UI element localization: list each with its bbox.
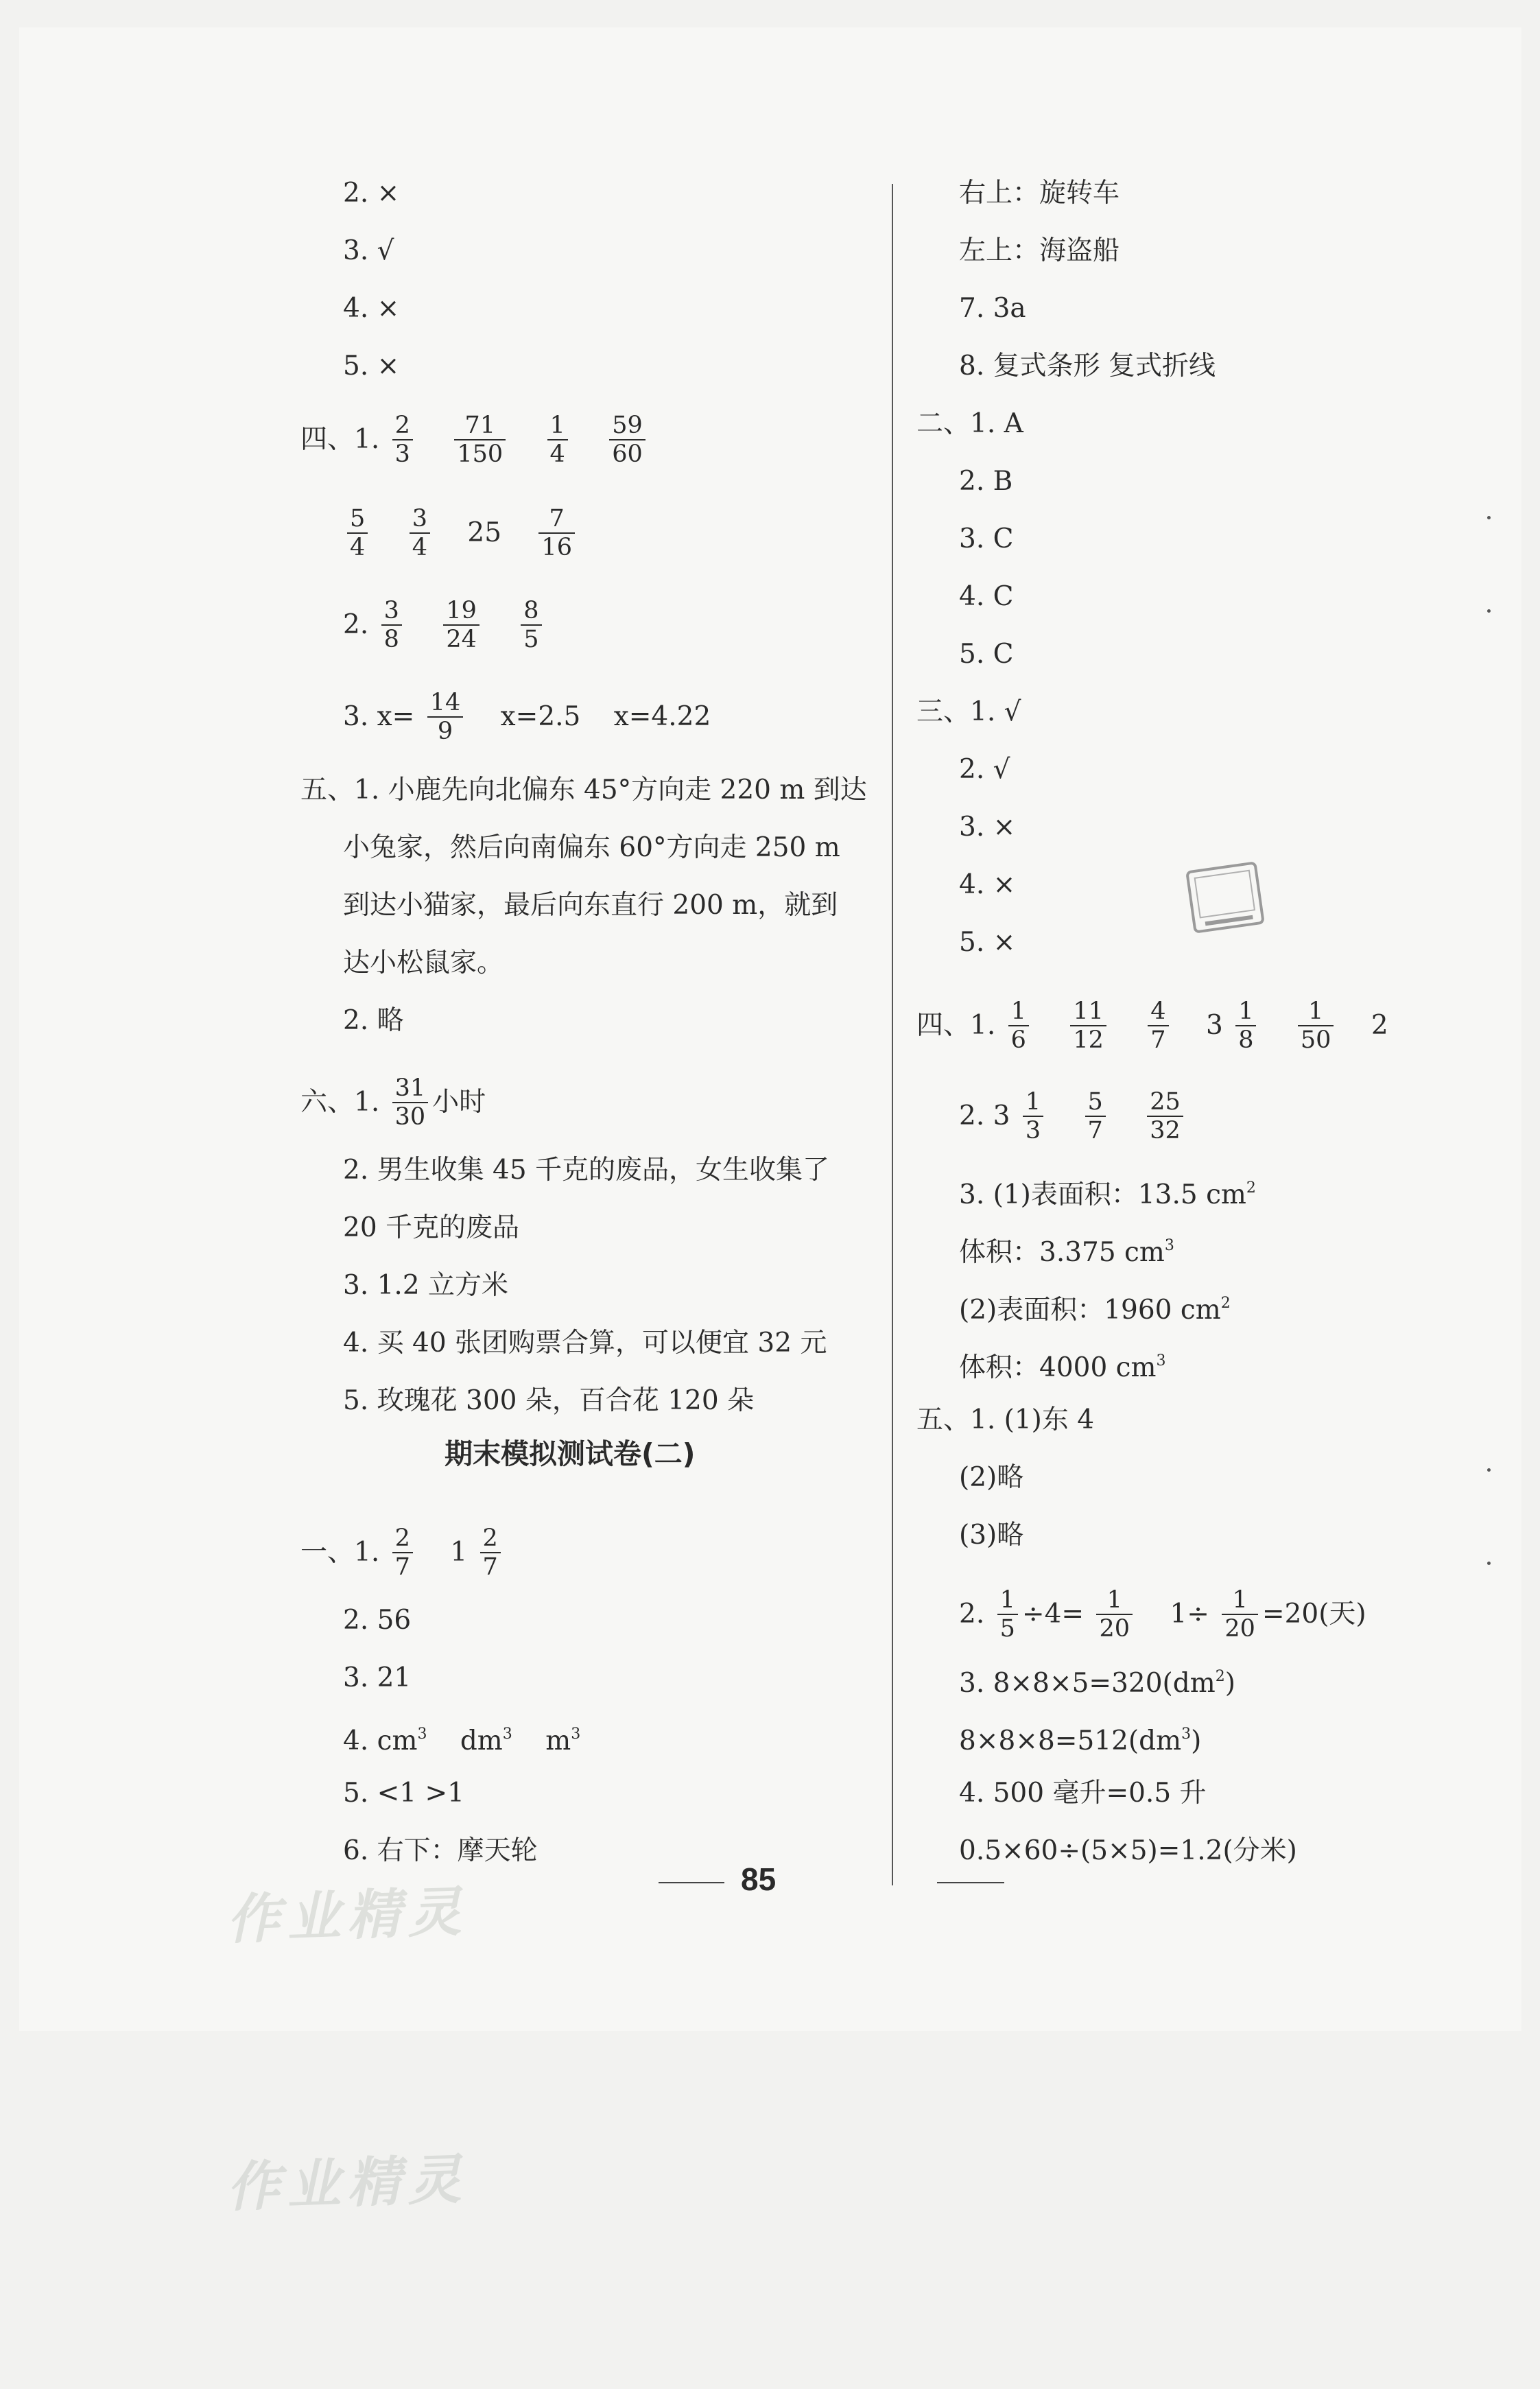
answer-line: 五、1. (1)东 4 <box>916 1404 1095 1435</box>
answer-line: 5. 玫瑰花 300 朵，百合花 120 朵 <box>343 1385 755 1416</box>
fraction: $\frac{1}{5}$ <box>997 1586 1018 1643</box>
answer-line: 3. (1)表面积：13.5 $cm^2$ <box>959 1179 1256 1210</box>
answer-line: 4. × <box>343 293 400 324</box>
fraction: $\frac{25}{32}$ <box>1147 1088 1183 1144</box>
fraction: $\frac{11}{12}$ <box>1070 998 1106 1054</box>
answer-line: 6. 右下：摩天轮 <box>343 1835 538 1866</box>
answer-line: 左上：海盗船 <box>959 235 1120 266</box>
answer-line: 体积：4000 $cm^3$ <box>959 1352 1166 1383</box>
answer-line: 5. × <box>343 351 400 381</box>
answer-line: 3. $8\times 8\times 5=320(dm^2)$ <box>959 1668 1235 1699</box>
page-number-rule-right <box>937 1882 1004 1883</box>
answer-line: 4. 500 毫升=0.5 升 <box>959 1778 1207 1809</box>
answer-line: 2. 男生收集 45 千克的废品，女生收集了 <box>343 1155 830 1186</box>
answer-line: 4. 买 40 张团购票合算，可以便宜 32 元 <box>343 1328 827 1358</box>
answer-line: 8. 复式条形 复式折线 <box>959 351 1216 381</box>
answer-line: 5. C <box>959 639 1014 670</box>
answer-line-fractions: 2. 3 $\frac{1}{3}$ $\frac{5}{7}$ $\frac{25}{32}$ <box>959 1088 1187 1144</box>
page-number-rule-left <box>659 1882 724 1883</box>
fraction: $\frac{1}{6}$ <box>1008 998 1029 1054</box>
answer-line: 三、1. √ <box>916 696 1021 727</box>
fraction: $\frac{1}{3}$ <box>1023 1088 1043 1144</box>
fraction: $\frac{2}{7}$ <box>480 1525 501 1581</box>
answer-line: (3)略 <box>959 1520 1024 1551</box>
fraction: $\frac{5}{4}$ <box>347 505 368 561</box>
fraction: $\frac{1}{20}$ <box>1222 1586 1258 1643</box>
fraction: $\frac{1}{50}$ <box>1298 998 1334 1054</box>
answer-line: 2. √ <box>959 754 1010 785</box>
answer-line: 2. 略 <box>343 1005 404 1036</box>
answer-line: 2. B <box>959 466 1013 497</box>
answer-line: 4. C <box>959 581 1014 612</box>
fraction: $\frac{3}{8}$ <box>381 597 402 653</box>
answer-line: (2)略 <box>959 1462 1024 1493</box>
answer-line: 5. <1 >1 <box>343 1778 464 1809</box>
answer-line: 2. × <box>343 178 400 209</box>
fraction: $\frac{1}{8}$ <box>1235 998 1256 1054</box>
fraction: $\frac{31}{30}$ <box>392 1074 429 1131</box>
answer-line: 体积：3.375 $cm^3$ <box>959 1237 1174 1268</box>
fraction: $\frac{8}{5}$ <box>521 597 541 653</box>
answer-line-fractions: $\frac{5}{4}$ $\frac{3}{4}$ 25 $\frac{7}{16}$ <box>343 505 579 561</box>
answer-line: $8\times 8\times 8=512(dm^3)$ <box>959 1726 1202 1756</box>
answer-line-fractions: 2. $\frac{3}{8}$ $\frac{19}{24}$ $\frac{8}{5}$ <box>343 597 546 653</box>
fraction: $\frac{3}{4}$ <box>410 505 430 561</box>
margin-mark <box>1487 1468 1491 1472</box>
answer-line: 右上：旋转车 <box>959 178 1120 209</box>
answer-line: 0.5×60÷(5×5)=1.2(分米) <box>959 1835 1297 1866</box>
answer-line: 到达小猫家，最后向东直行 200 m，就到 <box>343 890 838 921</box>
fraction: $\frac{19}{24}$ <box>443 597 479 653</box>
answer-line: (2)表面积：1960 $cm^2$ <box>959 1295 1231 1326</box>
page-number: 85 <box>741 1861 777 1897</box>
answer-line: 7. 3a <box>959 293 1026 324</box>
fraction: $\frac{7}{16}$ <box>538 505 575 561</box>
answer-line: 3. 1.2 立方米 <box>343 1270 509 1301</box>
answer-line-fractions: 2. $\frac{1}{5}$ ÷4= $\frac{1}{20}$ 1÷ $\frac{1}{20}$ =20(天) <box>959 1586 1366 1643</box>
margin-mark <box>1487 516 1491 519</box>
answer-line: 二、1. A <box>916 408 1023 439</box>
fraction: $\frac{2}{3}$ <box>392 412 413 468</box>
margin-mark <box>1487 609 1491 613</box>
answer-line: 20 千克的废品 <box>343 1212 520 1243</box>
answer-line-fractions: 四、1. $\frac{1}{6}$ $\frac{11}{12}$ $\frac{4}{7}$ 3 $\frac{1}{8}$ $\frac{1}{50}$ 2 <box>916 998 1388 1054</box>
watermark-logo: 作业精灵 <box>225 2148 469 2220</box>
answer-line: 2. 56 <box>343 1605 412 1636</box>
answer-line: 达小松鼠家。 <box>343 948 504 978</box>
fraction: $\frac{4}{7}$ <box>1148 998 1168 1054</box>
fraction: $\frac{1}{20}$ <box>1096 1586 1133 1643</box>
answer-line: 3. C <box>959 523 1014 554</box>
fraction: $\frac{59}{60}$ <box>609 412 645 468</box>
answer-line-fractions: 六、1. $\frac{31}{30}$ 小时 <box>300 1074 486 1131</box>
answer-line: 4. $cm^3$ $dm^3$ $m^3$ <box>343 1726 581 1756</box>
answer-line-fractions: 3. x= $\frac{14}{9}$ x=2.5 x=4.22 <box>343 689 711 745</box>
fraction: $\frac{2}{7}$ <box>392 1525 413 1581</box>
answer-line: 4. × <box>959 869 1016 900</box>
answer-line: 3. √ <box>343 235 394 266</box>
column-divider <box>892 184 893 1885</box>
answer-line: 5. × <box>959 927 1016 958</box>
answer-line: 3. 21 <box>343 1662 412 1693</box>
answer-line: 3. × <box>959 812 1016 843</box>
section-title: 期末模拟测试卷(二) <box>445 1437 696 1470</box>
answer-line-fractions: 四、1. $\frac{2}{3}$ $\frac{71}{150}$ $\frac{1}{4}$ $\frac{59}{60}$ <box>300 412 650 468</box>
answer-line: 小兔家，然后向南偏东 60°方向走 250 m <box>343 832 840 863</box>
fraction: $\frac{5}{7}$ <box>1085 1088 1106 1144</box>
margin-mark <box>1487 1562 1491 1565</box>
answer-line: 五、1. 小鹿先向北偏东 45°方向走 220 m 到达 <box>300 775 867 805</box>
fraction: $\frac{14}{9}$ <box>427 689 464 745</box>
fraction: $\frac{71}{150}$ <box>454 412 506 468</box>
watermark-logo: 作业精灵 <box>225 1881 469 1952</box>
stamp-logo-icon <box>1176 849 1275 946</box>
answer-line-fractions: 一、1. $\frac{2}{7}$ 1 $\frac{2}{7}$ <box>300 1525 505 1581</box>
fraction: $\frac{1}{4}$ <box>547 412 568 468</box>
